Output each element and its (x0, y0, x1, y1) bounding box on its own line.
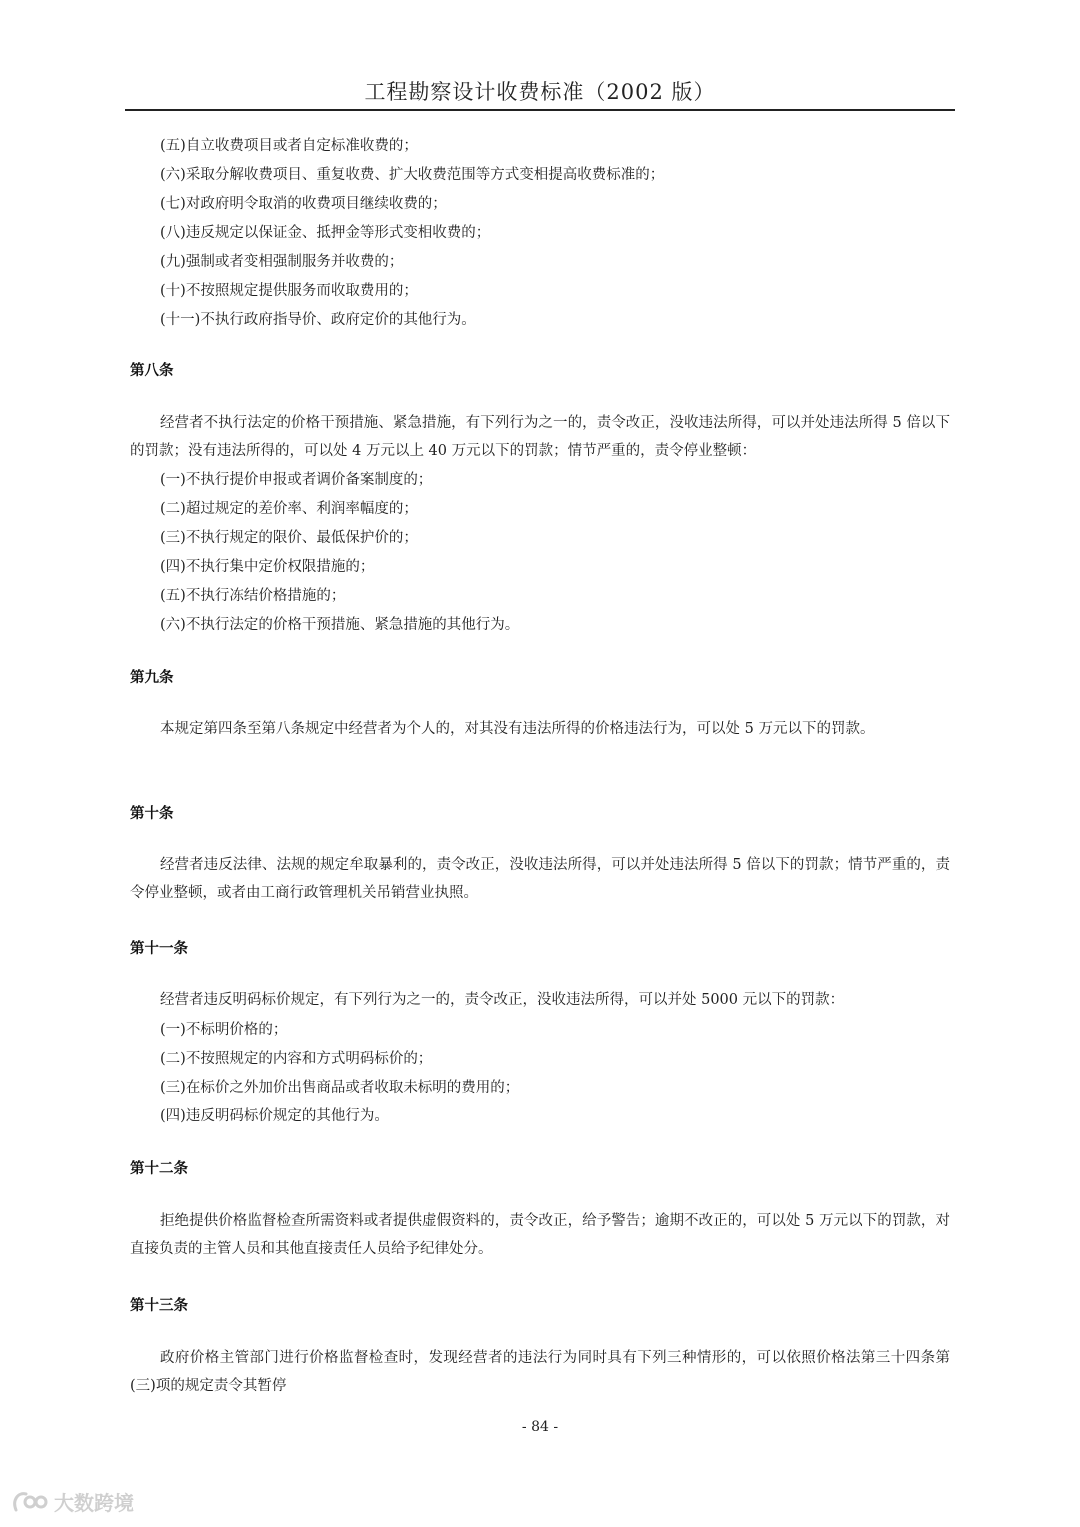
article-10-paragraph: 经营者违反法律、法规的规定牟取暴利的，责令改正，没收违法所得，可以并处违法所得 5 倍以下的罚款；情节严重的，责令停业整顿，或者由工商行政管理机关吊销营业执照。 (130, 857, 950, 901)
article-8-paragraph: 经营者不执行法定的价格干预措施、紧急措施，有下列行为之一的，责令改正，没收违法所得，可以并处违法所得 5 倍以下的罚款；没有违法所得的，可以处 4 万元以上 40 万元以下的罚款；情节严重的，责令停业整顿： (130, 415, 950, 459)
article-11-heading: 第十一条 (130, 940, 188, 957)
article-12-heading: 第十二条 (130, 1160, 188, 1177)
article-13-heading: 第十三条 (130, 1297, 188, 1314)
list-item: (五)自立收费项目或者自定标准收费的； (160, 138, 418, 154)
article-11-paragraph: 经营者违反明码标价规定，有下列行为之一的，责令改正，没收违法所得，可以并处 5000 元以下的罚款： (160, 992, 845, 1008)
list-item: (一)不标明价格的； (160, 1022, 288, 1038)
article-8-heading: 第八条 (130, 362, 174, 379)
list-item: (一)不执行提价申报或者调价备案制度的； (160, 472, 433, 488)
page-number: - 84 - (521, 1419, 559, 1435)
list-item: (四)不执行集中定价权限措施的； (160, 559, 375, 575)
list-item: (五)不执行冻结价格措施的； (160, 588, 346, 604)
watermark-text: 大数跨境 (54, 1491, 134, 1515)
watermark (10, 1487, 134, 1516)
list-item: (八)违反规定以保证金、抵押金等形式变相收费的； (160, 225, 491, 241)
list-item: (二)不按照规定的内容和方式明码标价的； (160, 1051, 433, 1067)
page-header-title: 工程勘察设计收费标准（2002 版） (364, 80, 716, 104)
article-12-paragraph: 拒绝提供价格监督检查所需资料或者提供虚假资料的，责令改正，给予警告；逾期不改正的，可以处 5 万元以下的罚款，对直接负责的主管人员和其他直接责任人员给予纪律处分。 (130, 1213, 950, 1257)
list-item: (二)超过规定的差价率、利润率幅度的； (160, 501, 418, 517)
brand-logo-icon (10, 1488, 50, 1516)
header-divider (125, 109, 955, 111)
article-9-heading: 第九条 (130, 669, 174, 686)
list-item: (十)不按照规定提供服务而收取费用的； (160, 283, 418, 299)
list-item: (七)对政府明令取消的收费项目继续收费的； (160, 196, 447, 212)
list-item: (九)强制或者变相强制服务并收费的； (160, 254, 404, 270)
article-10-heading: 第十条 (130, 805, 174, 822)
list-item: (三)在标价之外加价出售商品或者收取未标明的费用的； (160, 1080, 520, 1096)
article-13-paragraph: 政府价格主管部门进行价格监督检查时，发现经营者的违法行为同时具有下列三种情形的，可以依照价格法第三十四条第(三)项的规定责令其暂停 (130, 1350, 950, 1394)
article-9-paragraph: 本规定第四条至第八条规定中经营者为个人的，对其没有违法所得的价格违法行为，可以处 5 万元以下的罚款。 (160, 721, 875, 737)
list-item: (六)采取分解收费项目、重复收费、扩大收费范围等方式变相提高收费标准的； (160, 167, 665, 183)
list-item: (三)不执行规定的限价、最低保护价的； (160, 530, 418, 546)
list-item: (四)违反明码标价规定的其他行为。 (160, 1108, 389, 1124)
list-item: (十一)不执行政府指导价、政府定价的其他行为。 (160, 312, 476, 328)
list-item: (六)不执行法定的价格干预措施、紧急措施的其他行为。 (160, 617, 520, 633)
